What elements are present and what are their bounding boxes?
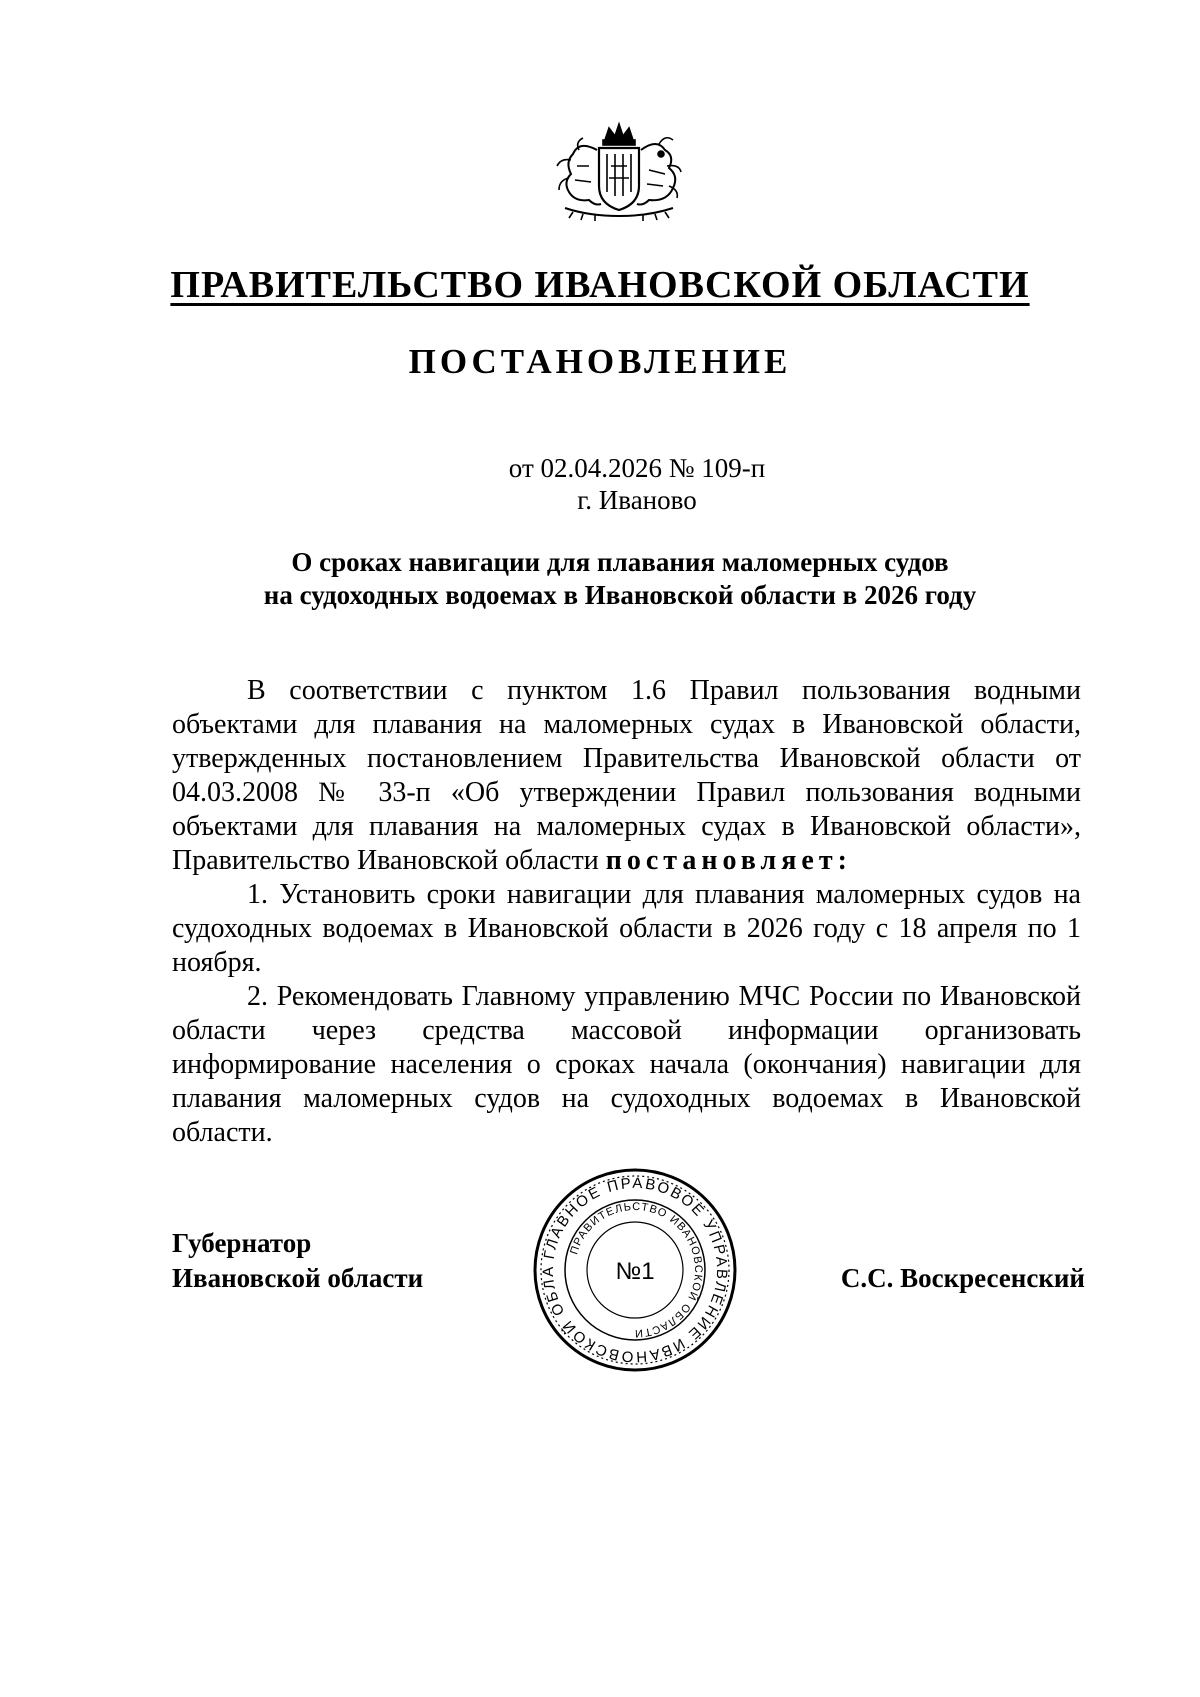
signatory-position	[172, 1226, 423, 1296]
document-city: г. Иваново	[577, 485, 697, 515]
document-subject	[170, 546, 1070, 612]
seal-number: №1	[615, 1258, 655, 1285]
preamble-paragraph	[172, 674, 1081, 878]
preamble-text: В соответствии с пунктом 1.6 Правил пользования водными объектами для плавания на маломерных судах в Ивановской области, утвержденных постановлением Правительства Ивановской области от 04.03.2008 № 33-п «Об утверждении Правил пользования водными объектами для плавания на маломерных судах в Ивановской области», Правительство Ивановской области	[172, 675, 1081, 876]
signatory-position-line-1: Губернатор	[172, 1228, 312, 1258]
document-type-heading: ПОСТАНОВЛЕНИЕ	[408, 342, 792, 381]
seal-inner-text: ПРАВИТЕЛЬСТВО ИВАНОВСКОЙ ОБЛАСТИ	[568, 1200, 705, 1340]
official-seal-stamp	[530, 1165, 740, 1375]
decree-item-1: 1. Установить сроки навигации для плавания маломерных судов на судоходных водоемах в Ивановской области в 2026 году с 18 апреля по 1 ноября.	[172, 879, 1081, 978]
subject-line-1: О сроках навигации для плавания маломерных судов	[291, 547, 949, 577]
coat-of-arms-emblem	[549, 120, 689, 222]
signatory-position-line-2: Ивановской области	[172, 1263, 424, 1293]
document-body	[172, 674, 1081, 1150]
decree-item-2: 2. Рекомендовать Главному управлению МЧС России по Ивановской области через средства массовой информации организовать информирование населения о сроках начала (окончания) навигации для плавания маломерных судов на судоходных водоемах в Ивановской области.	[172, 981, 1081, 1148]
subject-line-2: на судоходных водоемах в Ивановской области в 2026 году	[263, 580, 977, 610]
seal-outer-text: ГЛАВНОЕ ПРАВОВОЕ УПРАВЛЕНИЕ ИВАНОВСКОЙ ОБЛА	[539, 1174, 731, 1366]
signatory-name: С.С. Воскресенский	[840, 1263, 1085, 1293]
decree-word: постановляет:	[605, 845, 852, 876]
document-date-number: от 02.04.2026 № 109-п	[508, 453, 766, 483]
government-title: ПРАВИТЕЛЬСТВО ИВАНОВСКОЙ ОБЛАСТИ	[170, 264, 1030, 306]
